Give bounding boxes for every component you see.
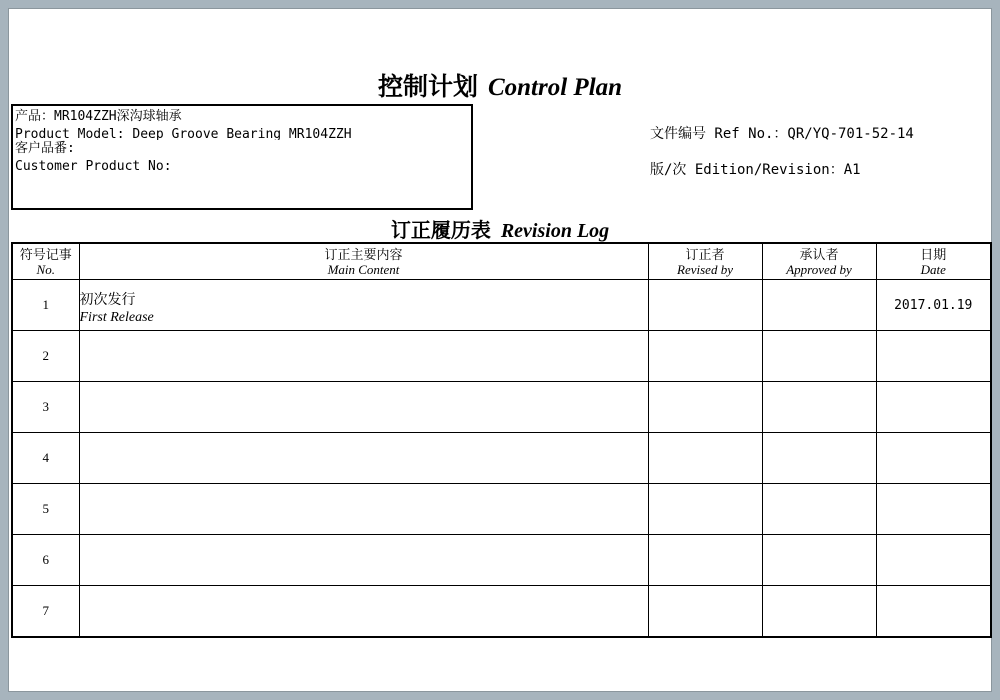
ref-number: 文件编号 Ref No.：QR/YQ-701-52-14 — [650, 126, 914, 142]
content-en: First Release — [79, 310, 154, 325]
row-revised-by — [648, 331, 762, 382]
table-row — [12, 586, 991, 638]
table-row — [12, 535, 991, 586]
row-number: 2 — [12, 331, 79, 382]
header-content — [79, 243, 648, 280]
row-content — [79, 382, 648, 433]
edition-revision: 版/次 Edition/Revision：A1 — [650, 162, 861, 178]
header-content-en: Main Content — [327, 261, 400, 277]
row-revised-by — [648, 280, 762, 331]
row-number: 6 — [12, 535, 79, 586]
customer-part-label-zh: 客户品番: — [15, 141, 75, 156]
revision-log-title-en: Revision Log — [500, 220, 610, 242]
row-date — [876, 586, 991, 638]
row-approved-by — [762, 535, 876, 586]
row-date — [876, 484, 991, 535]
row-approved-by — [762, 331, 876, 382]
row-date — [876, 433, 991, 484]
table-row — [12, 382, 991, 433]
row-content — [79, 433, 648, 484]
product-info-box — [11, 104, 473, 210]
row-approved-by — [762, 382, 876, 433]
content-zh — [80, 607, 648, 615]
row-content — [79, 535, 648, 586]
row-date — [876, 535, 991, 586]
header-no-zh: 符号记事 — [19, 246, 72, 262]
row-date — [876, 382, 991, 433]
row-revised-by — [648, 586, 762, 638]
reference-info — [650, 116, 914, 188]
content-zh — [80, 403, 648, 411]
row-date: 2017.01.19 — [876, 280, 991, 331]
header-date — [876, 243, 991, 280]
content-zh — [80, 556, 648, 564]
table-row — [12, 331, 991, 382]
header-revised-by-en: Revised by — [677, 261, 733, 277]
content-zh: 初次发行 — [79, 293, 136, 308]
product-name: 产品：MR104ZZH深沟球轴承 — [15, 109, 182, 124]
document-title-en: Control Plan — [487, 74, 623, 101]
header-approved-by — [762, 243, 876, 280]
row-approved-by — [762, 433, 876, 484]
product-model: Product Model: Deep Groove Bearing MR104ZZH — [15, 127, 352, 140]
row-number: 4 — [12, 433, 79, 484]
row-revised-by — [648, 433, 762, 484]
row-number: 7 — [12, 586, 79, 638]
row-revised-by — [648, 535, 762, 586]
row-content — [79, 484, 648, 535]
row-content — [79, 331, 648, 382]
content-zh — [80, 454, 648, 462]
row-approved-by — [762, 280, 876, 331]
row-revised-by — [648, 382, 762, 433]
document-title-zh: 控制计划 — [377, 74, 478, 101]
header-no-en: No. — [36, 261, 55, 277]
row-revised-by — [648, 484, 762, 535]
header-content-zh: 订正主要内容 — [324, 246, 403, 262]
header-approved-by-en: Approved by — [786, 261, 852, 277]
document-page — [8, 8, 992, 692]
header-date-zh: 日期 — [920, 246, 947, 262]
header-revised-by — [648, 243, 762, 280]
content-zh — [80, 352, 648, 360]
table-row — [12, 433, 991, 484]
header-approved-by-zh: 承认者 — [799, 246, 839, 262]
header-date-en: Date — [920, 261, 946, 277]
content-zh — [80, 505, 648, 513]
revision-log-title — [8, 218, 992, 244]
row-content — [79, 586, 648, 638]
document-title — [8, 72, 992, 104]
header-revised-by-zh: 订正者 — [685, 246, 725, 262]
customer-part-label-en: Customer Product No: — [15, 159, 172, 174]
row-approved-by — [762, 586, 876, 638]
header-no — [12, 243, 79, 280]
row-number: 5 — [12, 484, 79, 535]
table-header-row — [12, 243, 991, 280]
row-number: 3 — [12, 382, 79, 433]
revision-log-title-zh: 订正履历表 — [390, 220, 491, 242]
row-content — [79, 280, 648, 331]
table-row — [12, 280, 991, 331]
revision-log-table — [11, 242, 992, 638]
row-date — [876, 331, 991, 382]
row-number: 1 — [12, 280, 79, 331]
row-approved-by — [762, 484, 876, 535]
table-row — [12, 484, 991, 535]
